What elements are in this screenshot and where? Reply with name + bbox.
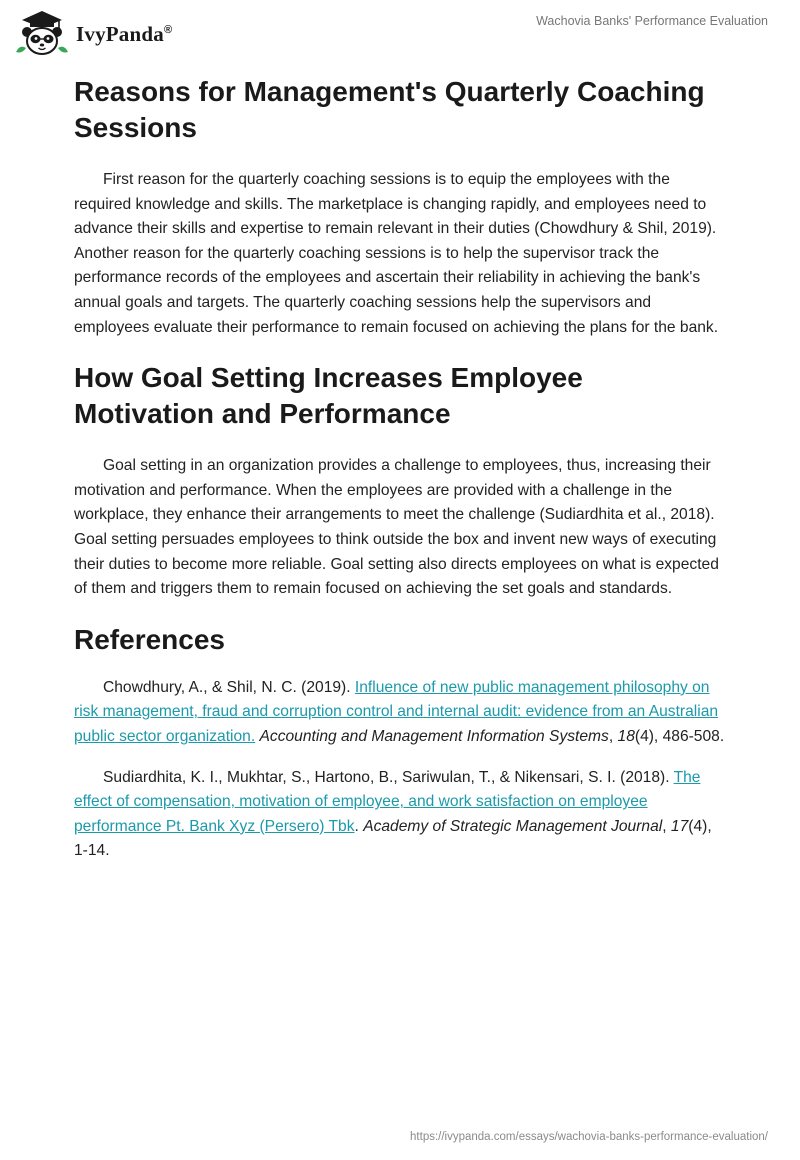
reference-journal: Accounting and Management Information Systems (259, 727, 609, 745)
reference-separator: . (354, 817, 364, 835)
reference-issue-pages: (4), 486-508. (634, 727, 725, 745)
references-heading: References (74, 623, 225, 655)
section-heading-coaching: Reasons for Management's Quarterly Coaching Sessions (74, 76, 705, 143)
reference-issue-pages: (4), 1-14. (74, 817, 712, 860)
paragraph-coaching: First reason for the quarterly coaching sessions is to equip the employees with the required knowledge and skills. The marketplace is changing rapidly, and employees need to advance their skills and expertise to remain relevant in their duties (Chowdhury & Shil, 2019). Another reason for the quarterly coaching sessions is to help the supervisor track the performance records of the employees and ascertain their reliability in achieving the bank's annual goals and targets. The quarterly coaching sessions help the supervisors and employees evaluate their performance to remain focused on achieving the plans for the bank. (74, 171, 719, 336)
article-body (74, 74, 726, 880)
reference-comma: , (662, 817, 671, 835)
reference-comma: , (608, 727, 618, 745)
reference-authors: Sudiardhita, K. I., Mukhtar, S., Hartono, B., Sariwulan, T., & Nikensari, S. I. (2018). (103, 768, 674, 786)
brand-name: IvyPanda® (76, 21, 173, 46)
reference-title-link[interactable]: Influence of new public management philosophy on risk management, fraud and corruption control and internal audit: evidence from an Australian public sector organization. (74, 678, 719, 745)
reference-item (74, 766, 726, 864)
reference-authors: Chowdhury, A., & Shil, N. C. (2019). (103, 678, 355, 696)
reference-title-link[interactable]: The effect of compensation, motivation of employee, and work satisfaction on employee performance Pt. Bank Xyz (Persero) Tbk (74, 768, 701, 835)
reference-volume: 18 (617, 727, 635, 745)
reference-item (74, 676, 726, 750)
reference-volume: 17 (670, 817, 689, 835)
brand-logo[interactable] (14, 8, 172, 58)
reference-journal: Academy of Strategic Management Journal (363, 817, 663, 835)
source-url[interactable]: https://ivypanda.com/essays/wachovia-banks-performance-evaluation/ (410, 1131, 768, 1143)
section-heading-goal-setting: How Goal Setting Increases Employee Motivation and Performance (74, 362, 583, 430)
page-header (0, 0, 800, 70)
paragraph-goal-setting: Goal setting in an organization provides a challenge to employees, thus, increasing their motivation and performance. When the employees are provided with a challenge in the workplace, they enhance their arrangements to meet the challenge (Sudiardhita et al., 2018). Goal setting persuades employees to think outside the box and invent new ways of executing their duties to become more reliable. Goal setting also directs employees on what is expected of them and triggers them to remain focused on achieving the set goals and standards. (74, 457, 719, 598)
panda-graduate-icon (14, 8, 70, 58)
document-title: Wachovia Banks' Performance Evaluation (536, 14, 768, 28)
